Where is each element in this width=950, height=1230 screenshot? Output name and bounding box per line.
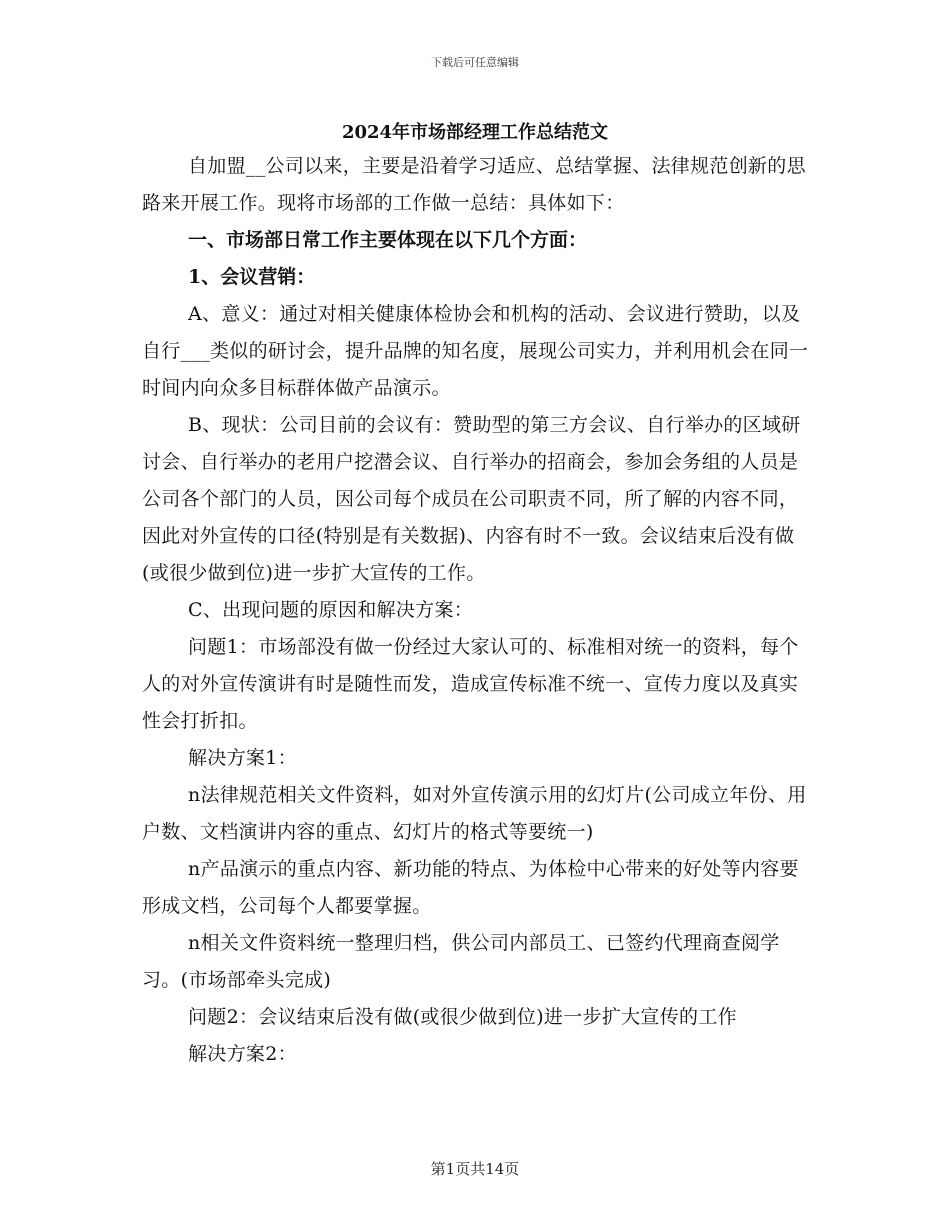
page-footer: 第1页共14页 bbox=[430, 1160, 520, 1178]
section-heading-1: 一、市场部日常工作主要体现在以下几个方面： bbox=[188, 229, 588, 251]
problem-2-paragraph: 问题2：会议结束后没有做(或很少做到位)进一步扩大宣传的工作 bbox=[188, 1006, 737, 1028]
problem-1-paragraph: 问题1：市场部没有做一份经过大家认可的、标准相对统一的资料，每个人的对外宣传演讲有时是随性而发，造成宣传标准不统一、宣传力度以及真实性会打折扣。 bbox=[142, 636, 799, 732]
causes-paragraph: C、出现问题的原因和解决方案： bbox=[188, 599, 474, 621]
intro-paragraph: 自加盟__公司以来，主要是沿着学习适应、总结掌握、法律规范创新的思路来开展工作。现将市场部的工作做一总结：具体如下： bbox=[142, 155, 806, 214]
page-header: 下载后可任意编辑 bbox=[431, 56, 519, 69]
solution-1-item-2: n产品演示的重点内容、新功能的特点、为体检中心带来的好处等内容要形成文档，公司每个人都要掌握。 bbox=[142, 858, 799, 917]
solution-1-item-3: n相关文件资料统一整理归档，供公司内部员工、已签约代理商查阅学习。(市场部牵头完成) bbox=[142, 932, 780, 991]
solution-1-label: 解决方案1： bbox=[188, 747, 297, 769]
subsection-heading-1: 1、会议营销： bbox=[188, 266, 316, 288]
solution-2-label: 解决方案2： bbox=[188, 1043, 297, 1065]
solution-1-item-1: n法律规范相关文件资料，如对外宣传演示用的幻灯片(公司成立年份、用户数、文档演讲内容的重点、幻灯片的格式等要统一) bbox=[142, 784, 807, 843]
status-paragraph: B、现状：公司目前的会议有：赞助型的第三方会议、自行举办的区域研讨会、自行举办的老用户挖潜会议、自行举办的招商会，参加会务组的人员是公司各个部门的人员，因公司每个成员在公司职责不同，所了解的内容不同，因此对外宣传的口径(特别是有关数据)、内容有时不一致。会议结束后没有做(或很少做到位)进一步扩大宣传的工作。 bbox=[142, 414, 801, 584]
meaning-paragraph: A、意义：通过对相关健康体检协会和机构的活动、会议进行赞助，以及自行___类似的研讨会，提升品牌的知名度，展现公司实力，并利用机会在同一时间内向众多目标群体做产品演示。 bbox=[142, 303, 809, 399]
document-title: 2024年市场部经理工作总结范文 bbox=[341, 122, 609, 143]
document-body bbox=[142, 148, 810, 1073]
